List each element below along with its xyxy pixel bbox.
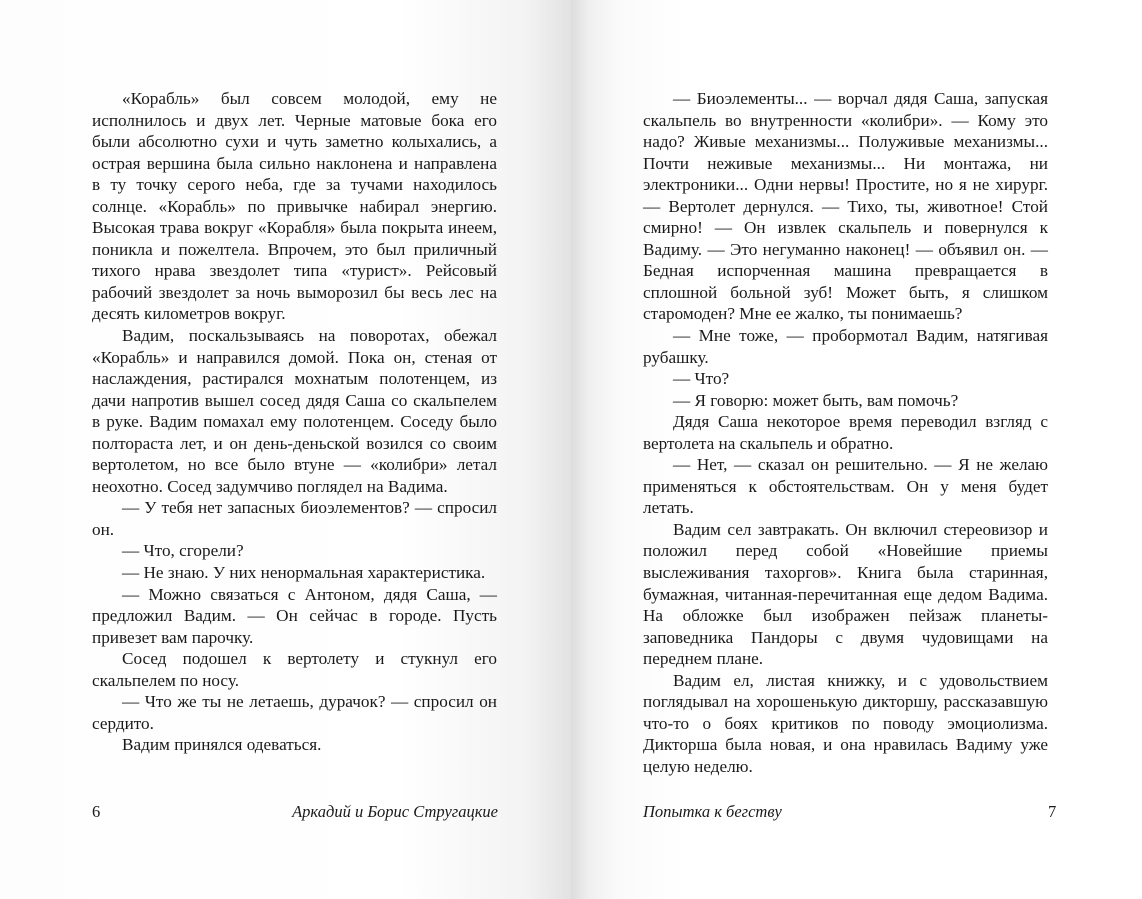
paragraph: — У тебя нет запасных биоэлементов? — спросил он. <box>92 498 497 539</box>
paragraph: — Что же ты не летаешь, дурачок? — спросил он сердито. <box>92 692 497 733</box>
paragraph: Вадим сел завтракать. Он включил стереовизор и положил перед собой «Новейшие приемы выслеживания тахоргов». Книга была старинная, бумажная, читанная-перечитанная еще дедом Вадима. На обложке был изображен пейзаж планеты-заповедника Пандоры с двумя чудовищами на переднем плане. <box>643 519 1048 669</box>
paragraph: — Биоэлементы... — ворчал дядя Саша, запуская скальпель во внутренности «колибри». — Кому это надо? Живые механизмы... Полуживые механизмы... Почти неживые механизмы... Ни монтажа, ни электроники... Одни нервы! Простите, но я не хирург. — Вертолет дернулся. — Тихо, ты, животное! Стой смирно! — Он извлек скальпель и повернулся к Вадиму. — Это негуманно наконец! — объявил он. — Бедная испорченная машина превращается в сплошной больной зуб! Может быть, я слишком старомоден? Мне ее жалко, ты понимаешь? <box>643 89 1048 324</box>
paragraph: Вадим, поскальзываясь на поворотах, обежал «Корабль» и направился домой. Пока он, стеная от наслаждения, растирался мохнатым полотенцем, из дачи напротив вышел сосед дядя Саша со скальпелем в руке. Вадим помахал ему полотенцем. Соседу было полтораста лет, и он день-деньской возился со своим вертолетом, но все было втуне — «колибри» летал неохотно. Сосед задумчиво поглядел на Вадима. <box>92 326 497 496</box>
paragraph: Дядя Саша некоторое время переводил взгляд с вертолета на скальпель и обратно. <box>643 412 1048 453</box>
running-head-author: Аркадий и Борис Стругацкие <box>292 802 498 821</box>
page-number-left: 6 <box>92 802 101 821</box>
paragraph: Вадим ел, листая книжку, и с удовольствием поглядывал на хорошенькую дикторшу, рассказавшую что-то о боях критиков по поводу эмоциолизма. Дикторша была новая, и она нравилась Вадиму уже целую неделю. <box>643 670 1048 776</box>
running-head-title: Попытка к бегству <box>643 802 782 821</box>
page-number-right: 7 <box>1048 802 1057 821</box>
paragraph: — Я говорю: может быть, вам помочь? <box>673 390 959 410</box>
paragraph: — Что? <box>673 369 730 389</box>
paragraph: — Не знаю. У них ненормальная характеристика. <box>122 563 486 583</box>
paragraph: — Нет, — сказал он решительно. — Я не желаю применяться к обстоятельствам. Он у меня будет летать. <box>643 455 1048 518</box>
paragraph: — Что, сгорели? <box>122 541 244 561</box>
paragraph: Вадим принялся одеваться. <box>122 735 322 755</box>
left-page-text <box>92 88 497 756</box>
paragraph: — Мне тоже, — пробормотал Вадим, натягивая рубашку. <box>643 326 1048 367</box>
paragraph: Сосед подошел к вертолету и стукнул его скальпелем по носу. <box>92 649 497 690</box>
paragraph: — Можно связаться с Антоном, дядя Саша, — предложил Вадим. — Он сейчас в городе. Пусть привезет вам парочку. <box>92 584 497 647</box>
paragraph: «Корабль» был совсем молодой, ему не исполнилось и двух лет. Черные матовые бока его были абсолютно сухи и чуть заметно колыхались, а острая вершина была сильно наклонена и направлена в ту точку серого неба, где за тучами находилось солнце. «Корабль» по привычке набирал энергию. Высокая трава вокруг «Корабля» была покрыта инеем, поникла и пожелтела. Впрочем, это был приличный тихого нрава звездолет типа «турист». Рейсовый рабочий звездолет за ночь выморозил бы весь лес на десять километров вокруг. <box>92 89 497 324</box>
right-page <box>571 0 1142 899</box>
right-page-text <box>643 88 1048 778</box>
